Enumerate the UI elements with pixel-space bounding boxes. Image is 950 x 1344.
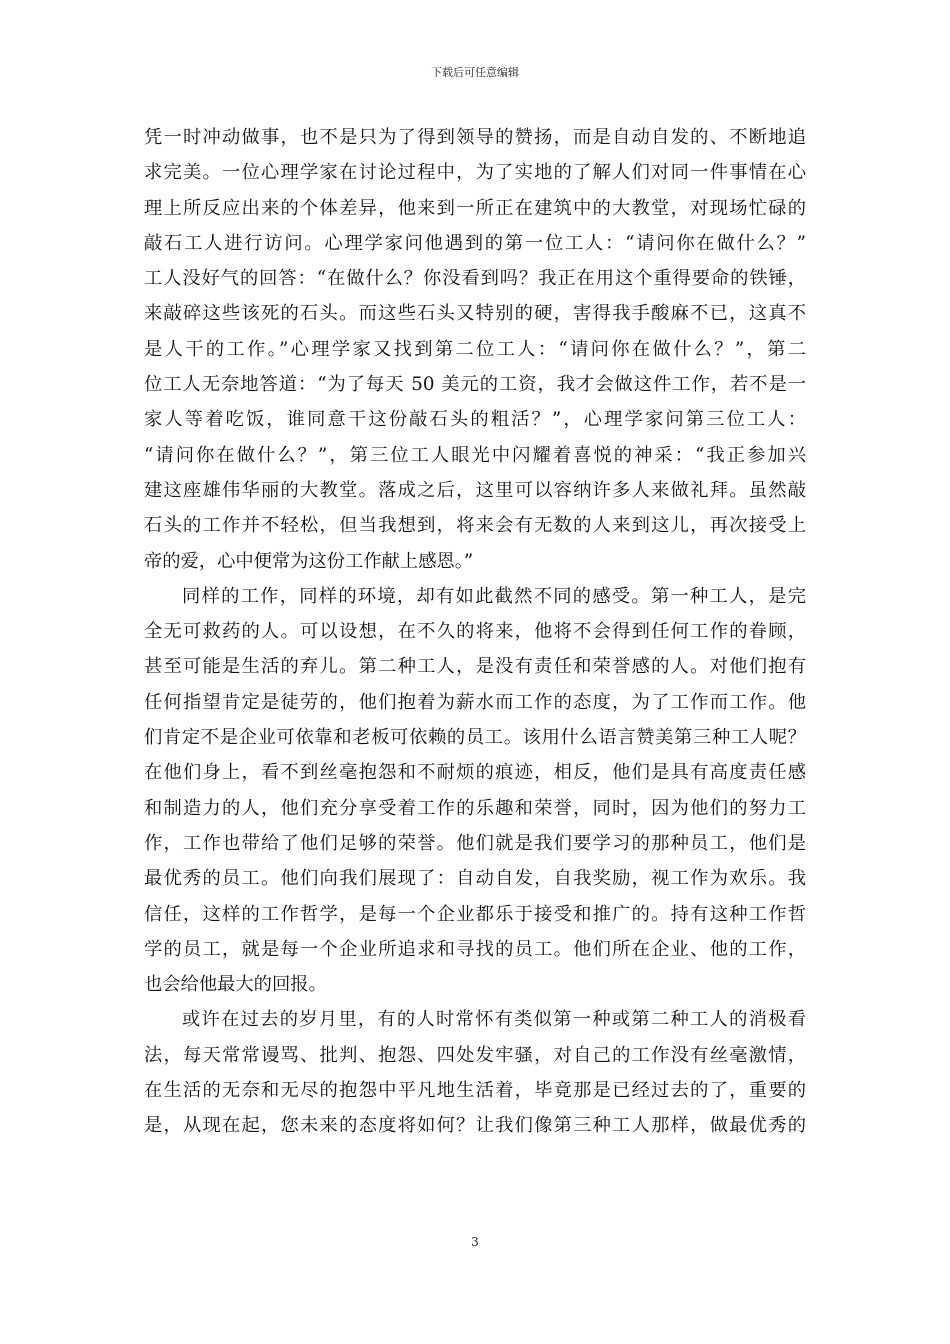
text-line: 信任，这样的工作哲学，是每一个企业都乐于接受和推广的。持有这种工作哲 (144, 903, 806, 925)
text-line: 们肯定不是企业可依靠和老板可依赖的员工。该用什么语言赞美第三种工人呢？ (144, 727, 806, 749)
text-line: 法，每天常常谩骂、批判、抱怨、四处发牢骚，对自己的工作没有丝毫激情， (144, 1044, 806, 1066)
text-line: “请问你在做什么？”，第三位工人眼光中闪耀着喜悦的神采：“我正参加兴 (144, 444, 806, 466)
text-line: 石头的工作并不轻松，但当我想到，将来会有无数的人来到这儿，再次接受上 (144, 515, 806, 537)
text-line: 也会给他最大的回报。 (144, 974, 327, 996)
text-line: 同样的工作，同样的环境，却有如此截然不同的感受。第一种工人，是完 (182, 585, 806, 607)
text-line: 或许在过去的岁月里，有的人时常怀有类似第一种或第二种工人的消极看 (182, 1009, 806, 1031)
text-line: 全无可救药的人。可以设想，在不久的将来，他将不会得到任何工作的眷顾， (144, 621, 806, 643)
text-line: 位工人无奈地答道：“为了每天 50 美元的工资，我才会做这件工作，若不是一 (144, 374, 806, 396)
paragraph (144, 1002, 806, 1143)
text-line: 作，工作也带给了他们足够的荣誉。他们就是我们要学习的那种员工，他们是 (144, 832, 806, 854)
page-number: 3 (471, 1235, 479, 1249)
page-header: 下载后可任意编辑 (431, 66, 519, 79)
text-line: 理上所反应出来的个体差异，他来到一所正在建筑中的大教堂，对现场忙碌的 (144, 197, 806, 219)
text-line: 敲石工人进行访问。心理学家问他遇到的第一位工人：“请问你在做什么？” (144, 232, 806, 254)
text-line: 和制造力的人，他们充分享受着工作的乐趣和荣誉，同时，因为他们的努力工 (144, 797, 806, 819)
text-line: 是，从现在起，您未来的态度将如何？让我们像第三种工人那样，做最优秀的 (144, 1115, 806, 1137)
text-line: 任何指望肯定是徒劳的，他们抱着为薪水而工作的态度，为了工作而工作。他 (144, 691, 806, 713)
text-line: 来敲碎这些该死的石头。而这些石头又特别的硬，害得我手酸麻不已，这真不 (144, 303, 806, 325)
text-line: 建这座雄伟华丽的大教堂。落成之后，这里可以容纳许多人来做礼拜。虽然敲 (144, 479, 806, 501)
text-line: 帝的爱，心中便常为这份工作献上感恩。” (144, 550, 474, 572)
paragraph (144, 120, 806, 579)
text-line: 求完美。一位心理学家在讨论过程中，为了实地的了解人们对同一件事情在心 (144, 162, 806, 184)
text-line: 学的员工，就是每一个企业所追求和寻找的员工。他们所在企业、他的工作， (144, 938, 806, 960)
text-line: 甚至可能是生活的弃儿。第二种工人，是没有责任和荣誉感的人。对他们抱有 (144, 656, 806, 678)
text-line: 在生活的无奈和无尽的抱怨中平凡地生活着，毕竟那是已经过去的了，重要的 (144, 1080, 806, 1102)
paragraph (144, 579, 806, 1003)
text-line: 最优秀的员工。他们向我们展现了：自动自发，自我奖励，视工作为欢乐。我 (144, 868, 806, 890)
text-line: 在他们身上，看不到丝毫抱怨和不耐烦的痕迹，相反，他们是具有高度责任感 (144, 762, 806, 784)
text-line: 是人干的工作。”心理学家又找到第二位工人：“请问你在做什么？”，第二 (144, 338, 806, 360)
text-line: 凭一时冲动做事，也不是只为了得到领导的赞扬，而是自动自发的、不断地追 (144, 127, 806, 148)
document-body (144, 120, 806, 1144)
text-line: 家人等着吃饭，谁同意干这份敲石头的粗活？”，心理学家问第三位工人： (144, 409, 806, 431)
text-line: 工人没好气的回答：“在做什么？你没看到吗？我正在用这个重得要命的铁锤， (144, 268, 806, 290)
